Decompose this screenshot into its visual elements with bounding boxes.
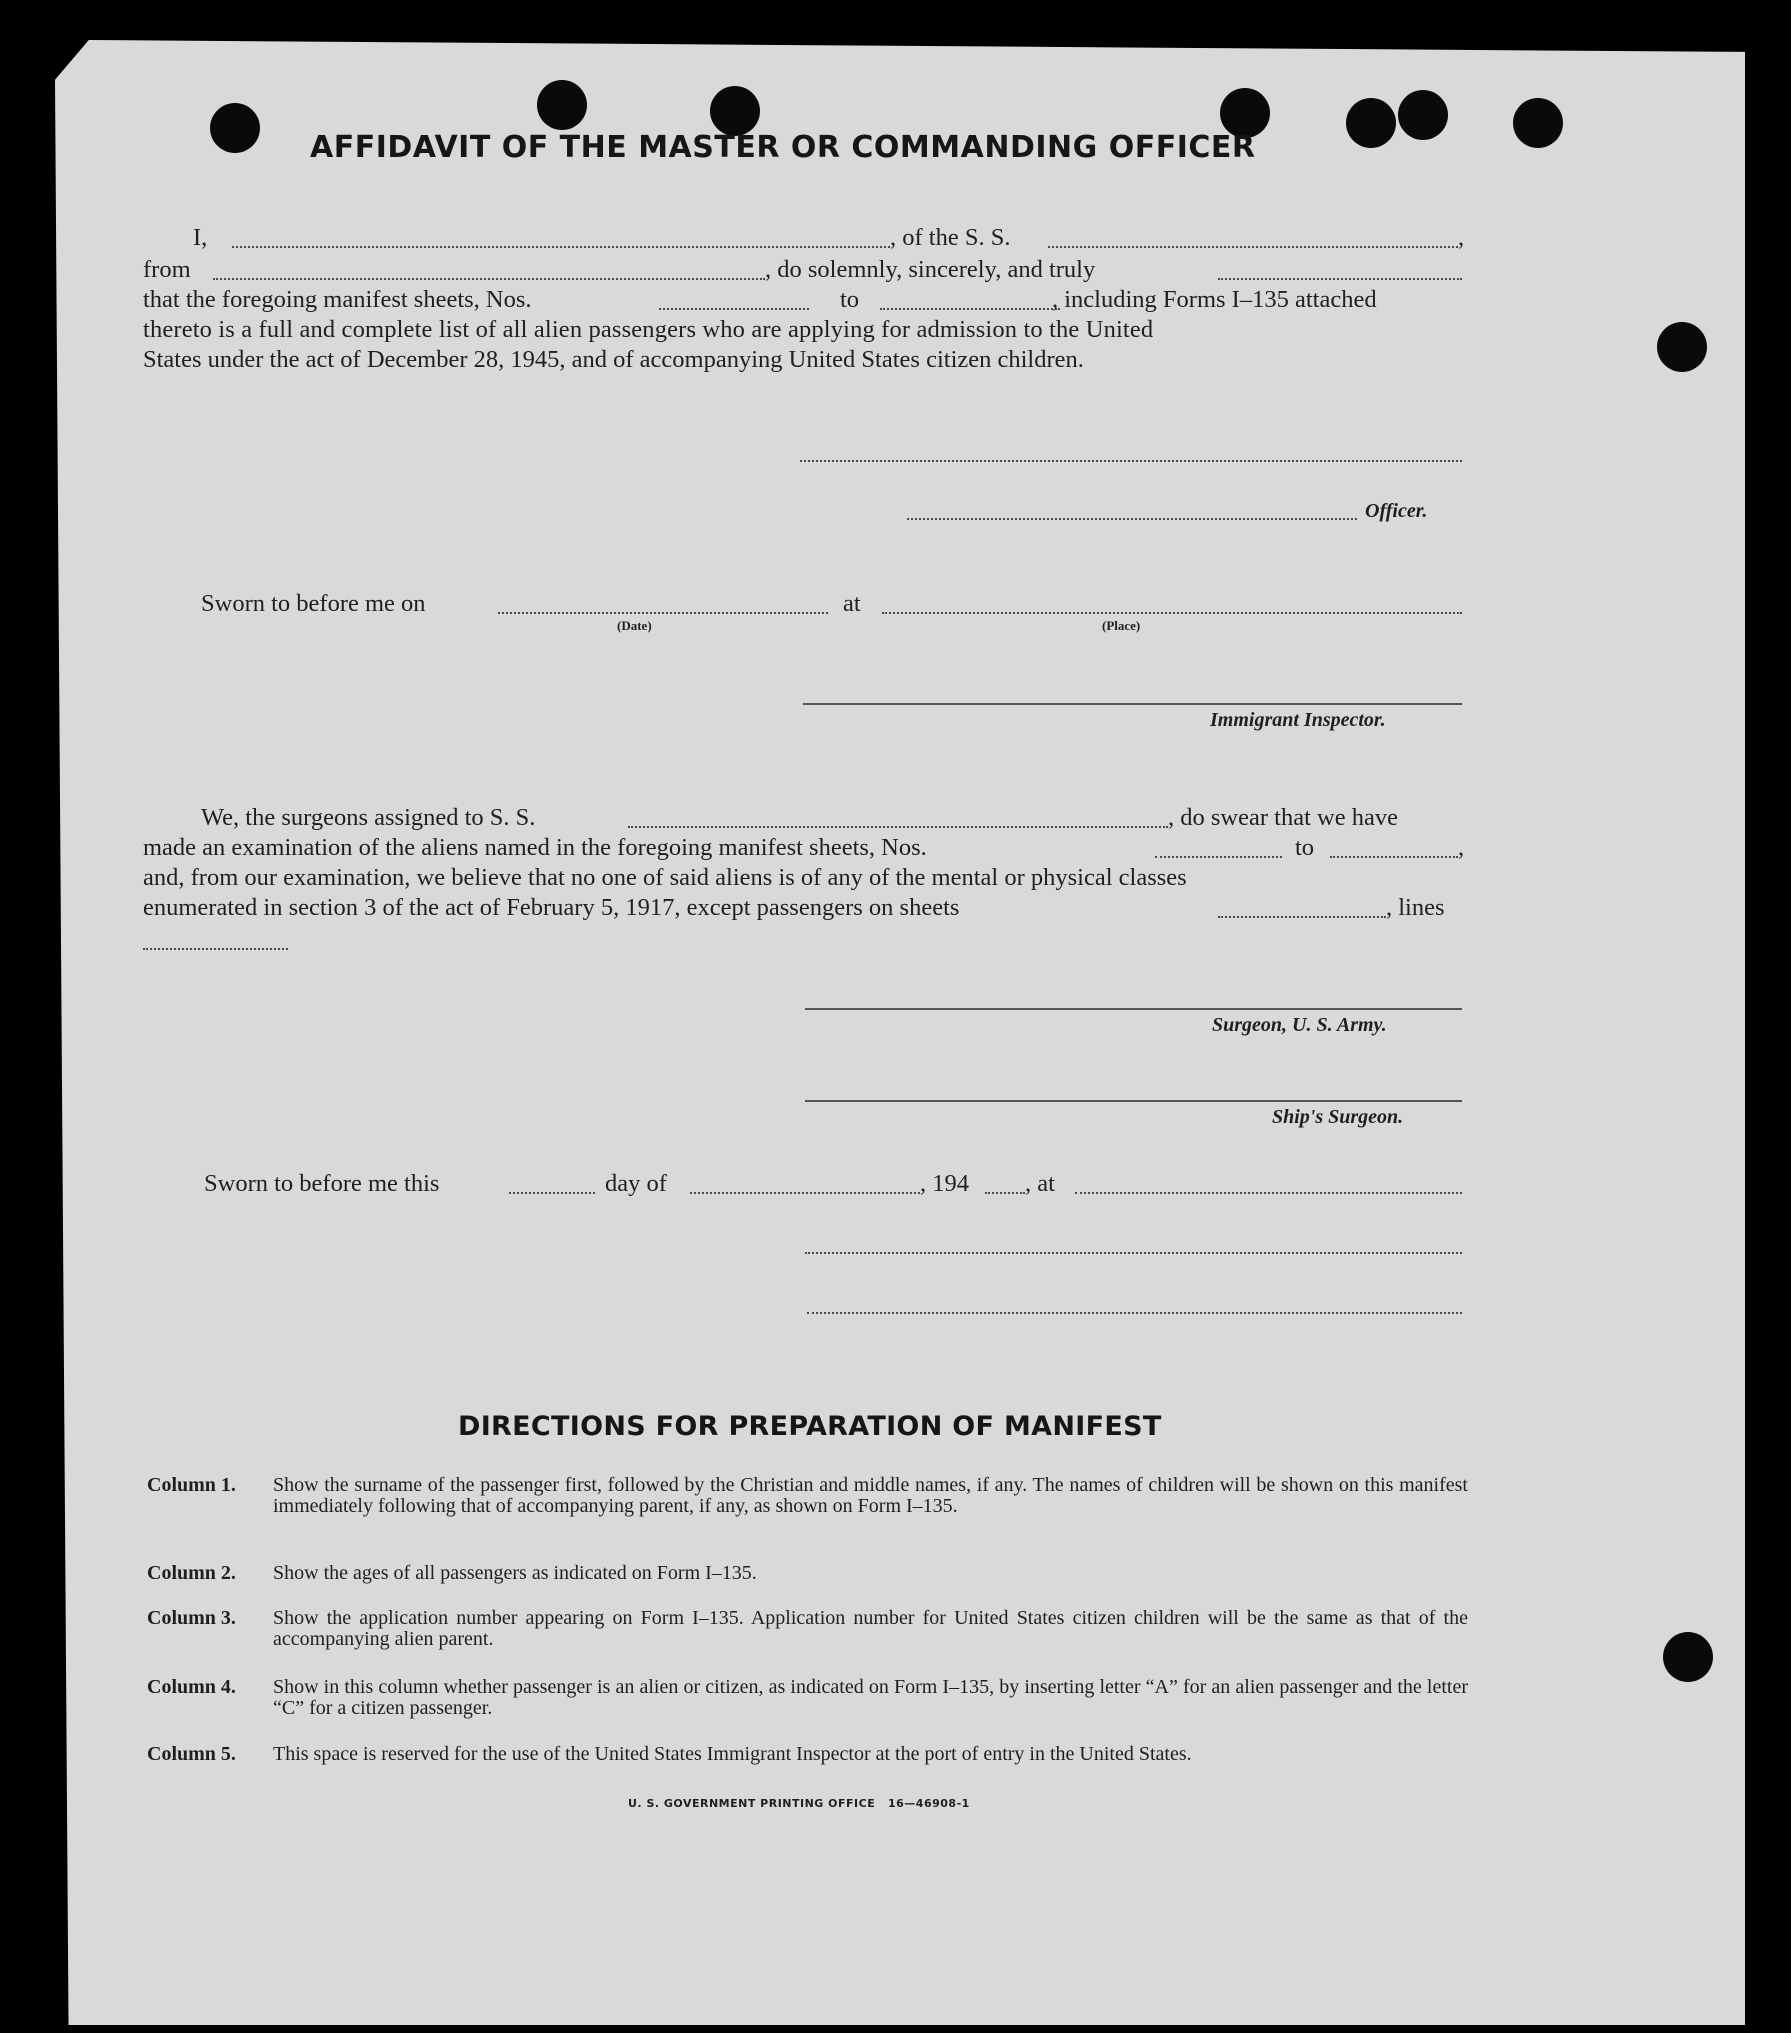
place-caption: (Place) [1102,618,1141,633]
excepted-lines-field[interactable] [143,948,288,950]
column-label: Column 1. [147,1474,236,1496]
sworn-text: Sworn to before me on [201,590,426,617]
affidavit-text: , including Forms I–135 attached [1052,286,1377,313]
sworn2-title-field[interactable] [807,1312,1462,1314]
oath-field[interactable] [1218,278,1462,280]
directions-title: DIRECTIONS FOR PREPARATION OF MANIFEST [458,1411,1162,1442]
excepted-sheets-field[interactable] [1218,916,1386,918]
affidavit-text: thereto is a full and complete list of all alien passengers who are applying for admission to the United [143,316,1154,343]
punch-hole [1398,90,1448,140]
surgeons-text: to [1295,834,1315,861]
column-label: Column 3. [147,1607,236,1629]
column-text: Show the ages of all passengers as indicated on Form I–135. [273,1562,757,1584]
column-text: Show in this column whether passenger is an alien or citizen, as indicated on Form I–135, by inserting letter “A” for an alien passenger and the letter “C” for a citizen passenger. [273,1676,1468,1719]
affidavit-text: that the foregoing manifest sheets, Nos. [143,286,532,313]
from-port-field[interactable] [213,278,765,280]
punch-hole [1513,98,1563,148]
punch-hole [1657,322,1707,372]
sworn-place-field[interactable] [882,612,1462,614]
column-text: This space is reserved for the use of the United States Immigrant Inspector at the port of entry in the United States. [273,1743,1192,1765]
surgeons-text: We, the surgeons assigned to S. S. [201,804,536,831]
affidavit-text: , [1458,224,1465,251]
column-label: Column 5. [147,1743,236,1765]
sworn2-text: , 194 [920,1170,969,1197]
column-text: Show the application number appearing on Form I–135. Application number for United States citizen children will be the same as that of the accompanying alien parent. [273,1607,1468,1650]
column-label: Column 4. [147,1676,236,1698]
date-caption: (Date) [617,618,652,633]
column-label: Column 2. [147,1562,236,1584]
surgeons-text: , do swear that we have [1168,804,1398,831]
master-name-field[interactable] [232,246,890,248]
surgeons-text: , [1458,834,1465,861]
form-code: 16—46908-1 [888,1797,970,1810]
ship-surgeon-label: Ship's Surgeon. [1272,1106,1404,1128]
surgeon-ship-field[interactable] [628,826,1168,828]
punch-hole [537,80,587,130]
affidavit-text: , of the S. S. [890,224,1011,251]
punch-hole [1346,98,1396,148]
affidavit-text: I, [193,224,208,251]
surgeons-text: enumerated in section 3 of the act of February 5, 1917, except passengers on sheets [143,894,960,921]
sworn2-text: , at [1025,1170,1055,1197]
sworn2-year-field[interactable] [985,1192,1025,1194]
punch-hole [1663,1632,1713,1682]
affidavit-text: States under the act of December 28, 1945, and of accompanying United States citizen children. [143,346,1084,373]
sworn2-day-field[interactable] [509,1192,595,1194]
sworn2-text: day of [605,1170,667,1197]
sworn-date-field[interactable] [498,612,828,614]
affidavit-text: , do solemnly, sincerely, and truly [765,256,1096,283]
sworn2-signature-field[interactable] [805,1252,1462,1254]
affidavit-text: from [143,256,191,283]
army-surgeon-label: Surgeon, U. S. Army. [1212,1014,1387,1036]
sheet-to-field[interactable] [880,308,1060,310]
affidavit-title: AFFIDAVIT OF THE MASTER OR COMMANDING OFFICER [310,130,1256,165]
officer-label: Officer. [1365,500,1428,522]
inspector-label: Immigrant Inspector. [1210,709,1386,731]
sworn2-place-field[interactable] [1075,1192,1462,1194]
surgeon-sheet-from-field[interactable] [1155,856,1282,858]
sworn-text: at [843,590,861,617]
surgeons-text: and, from our examination, we believe that no one of said aliens is of any of the mental or physical classes [143,864,1187,891]
sworn2-month-field[interactable] [690,1192,920,1194]
ship-surgeon-signature-field[interactable] [805,1100,1462,1102]
surgeon-sheet-to-field[interactable] [1330,856,1458,858]
ship-name-field[interactable] [1048,246,1458,248]
punch-hole [210,103,260,153]
army-surgeon-signature-field[interactable] [805,1008,1462,1010]
inspector-signature-field[interactable] [803,703,1462,705]
column-text: Show the surname of the passenger first, followed by the Christian and middle names, if any. The names of children will be shown on this manifest immediately following that of accompanying parent, if any, as shown on Form I–135. [273,1474,1468,1517]
surgeons-text: , lines [1386,894,1445,921]
printer-imprint: U. S. GOVERNMENT PRINTING OFFICE [628,1797,876,1810]
sworn2-text: Sworn to before me this [204,1170,440,1197]
punch-hole [710,86,760,136]
officer-title-field[interactable] [907,518,1357,520]
sheet-from-field[interactable] [659,308,809,310]
surgeons-text: made an examination of the aliens named in the foregoing manifest sheets, Nos. [143,834,927,861]
master-signature-field[interactable] [800,460,1462,462]
affidavit-text: to [840,286,860,313]
